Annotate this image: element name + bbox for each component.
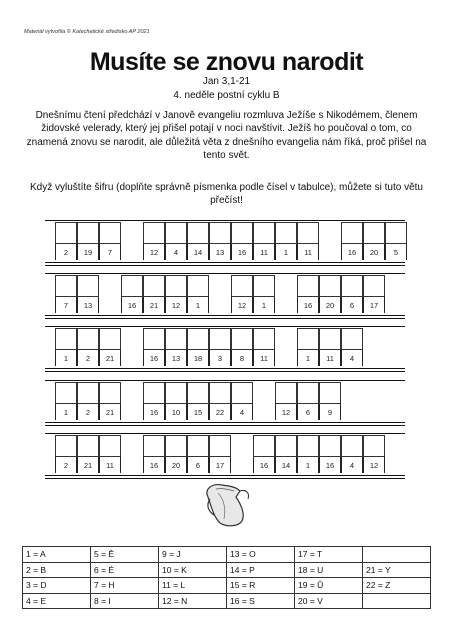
grid-rule xyxy=(45,422,405,426)
letter-slot[interactable] xyxy=(253,435,275,457)
page-title: Musíte se znovu narodit xyxy=(89,48,364,76)
letter-slot[interactable] xyxy=(77,222,99,244)
legend-entry: 9 = J xyxy=(159,547,227,563)
grid-rule xyxy=(45,315,405,319)
credit: Materiál vytvořila © Katechetické středisko AP 2021 xyxy=(24,29,150,35)
legend-entry: 5 = Ě xyxy=(91,547,159,563)
cipher-number: 15 xyxy=(187,404,209,420)
grid-rule xyxy=(45,433,405,434)
grid-rule xyxy=(45,368,405,372)
letter-slot[interactable] xyxy=(187,382,209,404)
letter-slot[interactable] xyxy=(341,435,363,457)
cipher-number: 4 xyxy=(341,457,363,473)
cipher-number: 1 xyxy=(297,350,319,366)
letter-slot[interactable] xyxy=(187,435,209,457)
cipher-number: 1 xyxy=(55,350,77,366)
letter-slot[interactable] xyxy=(363,435,385,457)
cipher-number: 1 xyxy=(187,297,209,313)
legend-entry: 8 = I xyxy=(91,593,159,609)
letter-slot[interactable] xyxy=(143,222,165,244)
legend-row xyxy=(23,547,431,563)
letter-slot[interactable] xyxy=(363,222,385,244)
letter-slot[interactable] xyxy=(275,382,297,404)
cipher-number: 11 xyxy=(253,350,275,366)
letter-slot[interactable] xyxy=(77,328,99,350)
letter-slot[interactable] xyxy=(55,328,77,350)
cipher-number: 2 xyxy=(55,457,77,473)
legend-entry: 16 = S xyxy=(227,593,295,609)
letter-slot[interactable] xyxy=(165,435,187,457)
legend-entry: 1 = A xyxy=(23,547,91,563)
letter-slot[interactable] xyxy=(319,435,341,457)
letter-slot[interactable] xyxy=(99,328,121,350)
letter-slot[interactable] xyxy=(187,328,209,350)
letter-slot[interactable] xyxy=(77,382,99,404)
legend-entry: 4 = E xyxy=(23,593,91,609)
cipher-number: 12 xyxy=(275,404,297,420)
cipher-number: 20 xyxy=(319,297,341,313)
legend-entry: 19 = Ů xyxy=(295,578,363,594)
legend-entry: 15 = R xyxy=(227,578,295,594)
cipher-number: 21 xyxy=(99,404,121,420)
cipher-number: 2 xyxy=(77,404,99,420)
cipher-number: 1 xyxy=(55,404,77,420)
cipher-number: 16 xyxy=(143,350,165,366)
letter-slot[interactable] xyxy=(297,275,319,297)
cipher-number: 17 xyxy=(209,457,231,473)
letter-slot[interactable] xyxy=(297,222,319,244)
cipher-number: 11 xyxy=(297,244,319,260)
cipher-legend xyxy=(22,546,431,609)
cipher-number: 11 xyxy=(319,350,341,366)
legend-entry xyxy=(363,593,431,609)
letter-slot[interactable] xyxy=(297,382,319,404)
letter-slot[interactable] xyxy=(231,328,253,350)
legend-entry: 11 = L xyxy=(159,578,227,594)
cipher-number: 16 xyxy=(297,297,319,313)
cipher-number: 11 xyxy=(253,244,275,260)
cipher-number: 20 xyxy=(363,244,385,260)
letter-slot[interactable] xyxy=(385,222,407,244)
cipher-number: 16 xyxy=(121,297,143,313)
cipher-number: 17 xyxy=(363,297,385,313)
cipher-number: 1 xyxy=(253,297,275,313)
letter-slot[interactable] xyxy=(165,328,187,350)
letter-slot[interactable] xyxy=(209,435,231,457)
cipher-number: 16 xyxy=(143,457,165,473)
letter-slot[interactable] xyxy=(275,435,297,457)
cipher-number: 14 xyxy=(275,457,297,473)
letter-slot[interactable] xyxy=(77,435,99,457)
grid-rule xyxy=(45,262,405,266)
cipher-number: 7 xyxy=(99,244,121,260)
letter-slot[interactable] xyxy=(55,222,77,244)
letter-slot[interactable] xyxy=(77,275,99,297)
letter-slot[interactable] xyxy=(99,435,121,457)
legend-entry: 14 = P xyxy=(227,562,295,578)
cipher-number: 12 xyxy=(165,297,187,313)
legend-row xyxy=(23,562,431,578)
grid-rule xyxy=(45,220,405,221)
cipher-number: 4 xyxy=(341,350,363,366)
letter-slot[interactable] xyxy=(165,275,187,297)
letter-slot[interactable] xyxy=(319,328,341,350)
letter-slot[interactable] xyxy=(253,275,275,297)
cipher-number: 13 xyxy=(77,297,99,313)
letter-slot[interactable] xyxy=(319,275,341,297)
cipher-number: 9 xyxy=(319,404,341,420)
legend-entry: 20 = V xyxy=(295,593,363,609)
legend-entry: 3 = D xyxy=(23,578,91,594)
cipher-number: 16 xyxy=(143,404,165,420)
letter-slot[interactable] xyxy=(231,382,253,404)
letter-slot[interactable] xyxy=(209,382,231,404)
letter-slot[interactable] xyxy=(297,435,319,457)
cipher-number: 21 xyxy=(77,457,99,473)
letter-slot[interactable] xyxy=(143,275,165,297)
cipher-number: 5 xyxy=(385,244,407,260)
letter-slot[interactable] xyxy=(143,382,165,404)
letter-slot[interactable] xyxy=(341,275,363,297)
task-text: Když vyluštíte šifru (doplňte správně písmenka podle čísel v tabulce), můžete si tuto větu přečíst! xyxy=(30,182,423,207)
legend-entry: 22 = Z xyxy=(363,578,431,594)
letter-slot[interactable] xyxy=(319,382,341,404)
subtitle: 4. neděle postní cyklu B xyxy=(173,90,280,101)
legend-entry: 21 = Y xyxy=(363,562,431,578)
cipher-number: 2 xyxy=(77,350,99,366)
legend-entry xyxy=(363,547,431,563)
letter-slot[interactable] xyxy=(55,275,77,297)
grid-rule xyxy=(45,380,405,381)
cipher-number: 12 xyxy=(363,457,385,473)
letter-slot[interactable] xyxy=(363,275,385,297)
cipher-number: 6 xyxy=(341,297,363,313)
grid-rule xyxy=(45,273,405,274)
cipher-number: 16 xyxy=(341,244,363,260)
legend-entry: 6 = É xyxy=(91,562,159,578)
cipher-number: 12 xyxy=(143,244,165,260)
cipher-number: 4 xyxy=(165,244,187,260)
letter-slot[interactable] xyxy=(231,275,253,297)
legend-entry: 7 = H xyxy=(91,578,159,594)
cipher-number: 8 xyxy=(231,350,253,366)
water-pitcher-icon xyxy=(196,475,256,535)
grid-rule xyxy=(45,326,405,327)
cipher-number: 7 xyxy=(55,297,77,313)
letter-slot[interactable] xyxy=(231,222,253,244)
intro-text: Dnešnímu čtení předchází v Janově evangeliu rozmluva Ježíše s Nikodémem, členem židovské velerady, který jej přišel potají v noci navštívit. Ježíš ho poučoval o tom, co znamená znovu se narodit, ale důležitá věta z dnešního evangelia nám říká, proč přišel na tento svět. xyxy=(26,110,427,162)
bible-reference: Jan 3,1-21 xyxy=(202,76,251,87)
cipher-number: 10 xyxy=(165,404,187,420)
letter-slot[interactable] xyxy=(209,328,231,350)
legend-entry: 18 = U xyxy=(295,562,363,578)
legend-entry: 12 = N xyxy=(159,593,227,609)
letter-slot[interactable] xyxy=(55,435,77,457)
legend-row xyxy=(23,593,431,609)
letter-slot[interactable] xyxy=(143,328,165,350)
letter-slot[interactable] xyxy=(253,328,275,350)
letter-slot[interactable] xyxy=(143,435,165,457)
letter-slot[interactable] xyxy=(275,222,297,244)
letter-slot[interactable] xyxy=(187,222,209,244)
letter-slot[interactable] xyxy=(341,222,363,244)
cipher-number: 14 xyxy=(187,244,209,260)
legend-entry: 13 = O xyxy=(227,547,295,563)
cipher-number: 1 xyxy=(297,457,319,473)
letter-slot[interactable] xyxy=(341,328,363,350)
cipher-number: 12 xyxy=(231,297,253,313)
cipher-number: 6 xyxy=(187,457,209,473)
cipher-number: 21 xyxy=(143,297,165,313)
legend-entry: 2 = B xyxy=(23,562,91,578)
letter-slot[interactable] xyxy=(165,382,187,404)
cipher-number: 20 xyxy=(165,457,187,473)
cipher-number: 1 xyxy=(275,244,297,260)
cipher-number: 11 xyxy=(99,457,121,473)
letter-slot[interactable] xyxy=(253,222,275,244)
cipher-number: 21 xyxy=(99,350,121,366)
cipher-number: 4 xyxy=(231,404,253,420)
cipher-number: 19 xyxy=(77,244,99,260)
letter-slot[interactable] xyxy=(121,275,143,297)
cipher-number: 16 xyxy=(319,457,341,473)
legend-entry: 10 = K xyxy=(159,562,227,578)
cipher-number: 16 xyxy=(231,244,253,260)
cipher-number: 13 xyxy=(209,244,231,260)
cipher-number: 6 xyxy=(297,404,319,420)
letter-slot[interactable] xyxy=(99,382,121,404)
letter-slot[interactable] xyxy=(209,222,231,244)
legend-row xyxy=(23,578,431,594)
letter-slot[interactable] xyxy=(297,328,319,350)
cipher-number: 16 xyxy=(253,457,275,473)
cipher-number: 2 xyxy=(55,244,77,260)
cipher-number: 22 xyxy=(209,404,231,420)
letter-slot[interactable] xyxy=(55,382,77,404)
cipher-number: 13 xyxy=(165,350,187,366)
letter-slot[interactable] xyxy=(187,275,209,297)
letter-slot[interactable] xyxy=(99,222,121,244)
cipher-number: 3 xyxy=(209,350,231,366)
cipher-number: 18 xyxy=(187,350,209,366)
letter-slot[interactable] xyxy=(165,222,187,244)
legend-entry: 17 = T xyxy=(295,547,363,563)
